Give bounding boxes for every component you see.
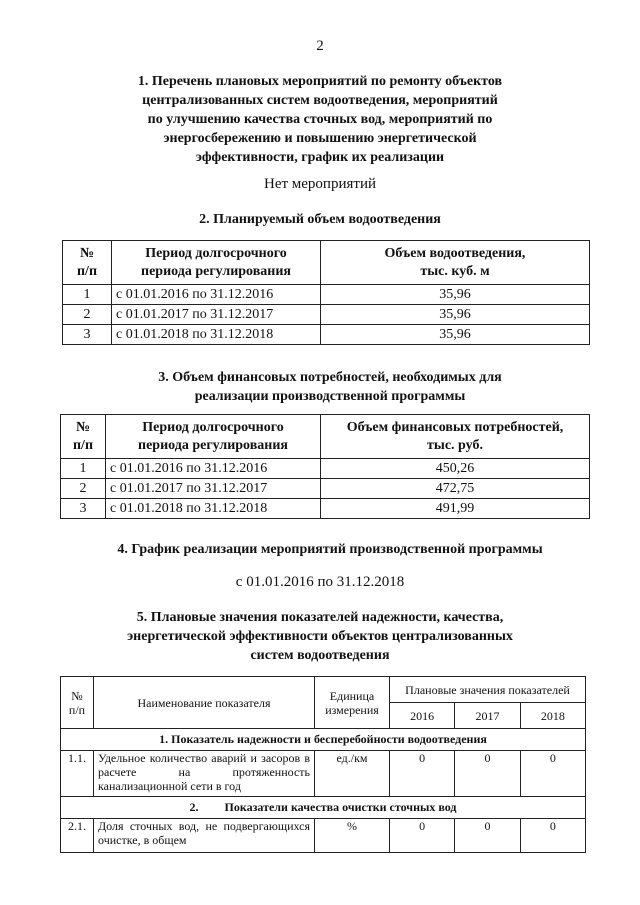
- col-name-header: Наименование показателя: [94, 677, 315, 729]
- row-period: с 01.01.2018 по 31.12.2018: [106, 499, 321, 519]
- header-text: п/п: [68, 702, 86, 717]
- table-row: [61, 499, 590, 519]
- indicators-header-row: [61, 677, 586, 703]
- row-value: 35,96: [321, 305, 590, 325]
- section2-title: 2. Планируемый объем водоотведения: [199, 212, 441, 227]
- group-title: 1. Показатель надежности и бесперебойности водоотведения: [61, 729, 586, 751]
- section1-title: [60, 72, 580, 167]
- table-row: [61, 459, 590, 479]
- table-row: [63, 305, 590, 325]
- header-text: п/п: [76, 263, 98, 279]
- row-value-2018: 0: [520, 751, 585, 797]
- col-period-header: [106, 415, 321, 459]
- header-text: тыс. куб. м: [420, 263, 490, 279]
- group-num: 2.: [189, 800, 199, 814]
- group-label: Показатели качества очистки сточных вод: [224, 800, 457, 814]
- row-num: 2.1.: [61, 819, 94, 853]
- row-num: 3: [63, 325, 112, 345]
- section1-title-line: эффективности, график их реализации: [195, 150, 445, 165]
- header-text: Объем финансовых потребностей,: [346, 419, 564, 435]
- table-row: [61, 751, 586, 797]
- section5-title-line: систем водоотведения: [250, 648, 390, 663]
- section5-title-line: энергетической эффективности объектов централизованных: [127, 629, 513, 644]
- col-unit-header: [315, 677, 390, 729]
- header-text: п/п: [72, 437, 94, 453]
- col-value-header: [321, 241, 590, 285]
- row-unit: ед./км: [315, 751, 390, 797]
- row-value-2016: 0: [390, 819, 455, 853]
- col-num-header: [63, 241, 112, 285]
- group-title: [61, 797, 586, 819]
- col-2016-header: 2016: [390, 703, 455, 729]
- section5-title-line: 5. Плановые значения показателей надежности, качества,: [136, 610, 504, 625]
- row-value-2018: 0: [520, 819, 585, 853]
- col-value-header: [321, 415, 590, 459]
- section1-title-line: централизованных систем водоотведения, мероприятий: [142, 93, 498, 108]
- row-value: 491,99: [321, 499, 590, 519]
- header-text: №: [75, 419, 91, 435]
- header-text: периода регулирования: [138, 437, 288, 453]
- row-value: 35,96: [321, 325, 590, 345]
- row-period: с 01.01.2018 по 31.12.2018: [112, 325, 321, 345]
- header-text: тыс. руб.: [427, 437, 483, 453]
- col-planned-header: Плановые значения показателей: [390, 677, 586, 703]
- col-num-header: [61, 677, 94, 729]
- indicators-table: [60, 676, 586, 853]
- col-2018-header: 2018: [520, 703, 585, 729]
- row-period: с 01.01.2016 по 31.12.2016: [106, 459, 321, 479]
- finance-table: [60, 414, 590, 519]
- volume-table-header: [63, 241, 590, 285]
- row-num: 2: [63, 305, 112, 325]
- header-text: периода регулирования: [141, 263, 291, 279]
- section3-title-line: 3. Объем финансовых потребностей, необходимых для: [158, 370, 502, 385]
- section3-title-line: реализации производственной программы: [194, 389, 466, 404]
- header-text: №: [79, 245, 95, 261]
- row-value-2017: 0: [455, 751, 520, 797]
- row-num: 3: [61, 499, 106, 519]
- finance-table-header: [61, 415, 590, 459]
- table-row: [63, 325, 590, 345]
- row-value-2017: 0: [455, 819, 520, 853]
- row-num: 2: [61, 479, 106, 499]
- row-name: Доля сточных вод, не подвергающихся очистке, в общем: [94, 819, 315, 853]
- row-value-2016: 0: [390, 751, 455, 797]
- group-row: [61, 797, 586, 819]
- section3-title: [90, 368, 570, 406]
- header-text: Период долгосрочного: [145, 245, 287, 261]
- row-num: 1: [61, 459, 106, 479]
- row-period: с 01.01.2017 по 31.12.2017: [112, 305, 321, 325]
- row-value: 35,96: [321, 285, 590, 305]
- page-number: 2: [316, 38, 324, 54]
- section1-title-line: по улучшению качества сточных вод, мероприятий по: [147, 112, 493, 127]
- col-period-header: [112, 241, 321, 285]
- row-period: с 01.01.2017 по 31.12.2017: [106, 479, 321, 499]
- col-2017-header: 2017: [455, 703, 520, 729]
- group-row: [61, 729, 586, 751]
- row-value: 472,75: [321, 479, 590, 499]
- header-text: Период долгосрочного: [142, 419, 284, 435]
- row-name: Удельное количество аварий и засоров в расчете на протяженность канализационной сети в год: [94, 751, 315, 797]
- section1-title-line: энергосбережению и повышению энергетической: [163, 131, 477, 146]
- section5-title: [60, 608, 580, 665]
- row-value: 450,26: [321, 459, 590, 479]
- row-num: 1: [63, 285, 112, 305]
- table-row: [61, 479, 590, 499]
- section1-title-line: 1. Перечень плановых мероприятий по ремонту объектов: [137, 74, 503, 89]
- header-text: №: [71, 688, 83, 703]
- volume-table: [62, 240, 590, 345]
- table-row: [63, 285, 590, 305]
- section4-title: 4. График реализации мероприятий производственной программы: [117, 542, 543, 557]
- col-num-header: [61, 415, 106, 459]
- section4-period: с 01.01.2016 по 31.12.2018: [235, 574, 405, 590]
- row-period: с 01.01.2016 по 31.12.2016: [112, 285, 321, 305]
- header-text: Объем водоотведения,: [384, 245, 526, 261]
- table-row: [61, 819, 586, 853]
- header-text: Единица: [329, 688, 375, 703]
- row-num: 1.1.: [61, 751, 94, 797]
- header-text: измерения: [325, 702, 379, 717]
- section1-note: Нет мероприятий: [263, 176, 376, 192]
- row-unit: %: [315, 819, 390, 853]
